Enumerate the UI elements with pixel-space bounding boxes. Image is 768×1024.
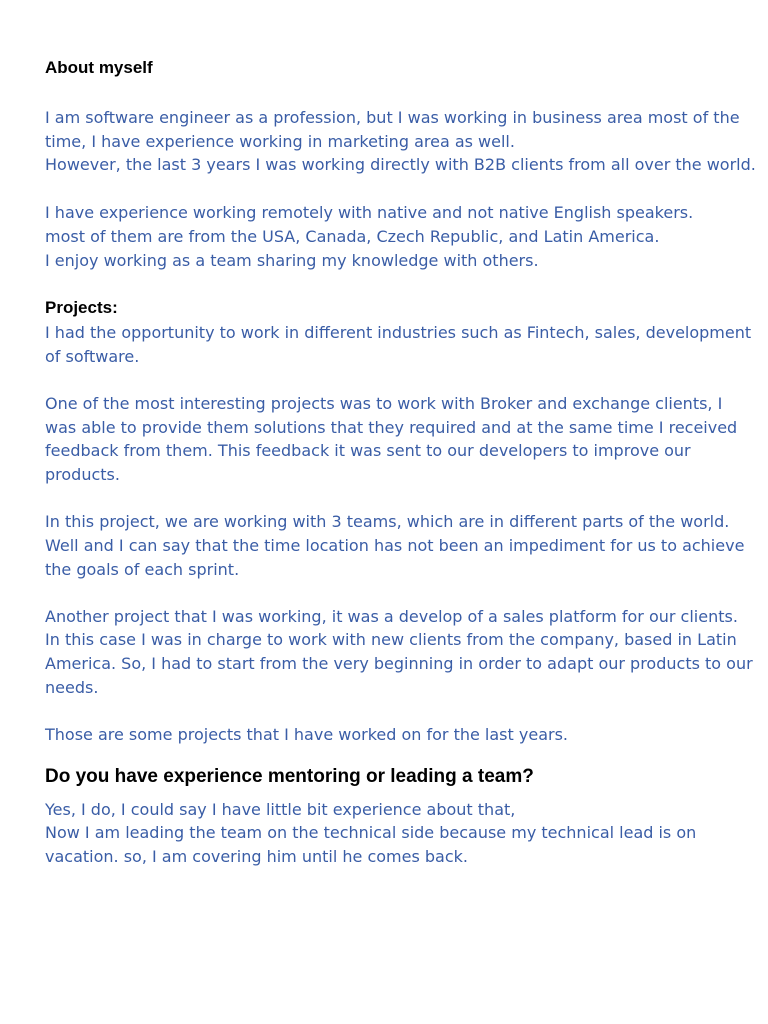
- paragraph-line: One of the most interesting projects was to work with Broker and exchange clients, I: [45, 394, 723, 413]
- section-heading-about: About myself: [45, 58, 153, 77]
- paragraph-line: I am software engineer as a profession, but I was working in business area most of the: [45, 108, 740, 127]
- section-heading-mentoring: Do you have experience mentoring or leading a team?: [45, 766, 534, 787]
- paragraph-line: of software.: [45, 347, 140, 366]
- paragraph-line: time, I have experience working in marketing area as well.: [45, 132, 515, 151]
- paragraph-line: needs.: [45, 678, 99, 697]
- paragraph-line: products.: [45, 465, 120, 484]
- paragraph-line: Another project that I was working, it was a develop of a sales platform for our clients.: [45, 607, 738, 626]
- paragraph-line: Those are some projects that I have worked on for the last years.: [45, 725, 568, 744]
- paragraph-line: America. So, I had to start from the very beginning in order to adapt our products to our: [45, 654, 753, 673]
- paragraph-line: I enjoy working as a team sharing my knowledge with others.: [45, 251, 539, 270]
- paragraph-line: Yes, I do, I could say I have little bit experience about that,: [45, 800, 516, 819]
- paragraph-line: I have experience working remotely with native and not native English speakers.: [45, 203, 694, 222]
- paragraph-line: vacation. so, I am covering him until he comes back.: [45, 847, 468, 866]
- paragraph-line: the goals of each sprint.: [45, 560, 240, 579]
- paragraph-line: was able to provide them solutions that they required and at the same time I received: [45, 418, 738, 437]
- paragraph-line: most of them are from the USA, Canada, Czech Republic, and Latin America.: [45, 227, 660, 246]
- section-heading-projects: Projects:: [45, 298, 118, 317]
- paragraph-line: feedback from them. This feedback it was sent to our developers to improve our: [45, 441, 691, 460]
- paragraph-line: In this project, we are working with 3 teams, which are in different parts of the world.: [45, 512, 730, 531]
- paragraph-line: In this case I was in charge to work with new clients from the company, based in Latin: [45, 630, 737, 649]
- paragraph-line: Now I am leading the team on the technical side because my technical lead is on: [45, 823, 697, 842]
- paragraph-line: I had the opportunity to work in different industries such as Fintech, sales, development: [45, 323, 752, 342]
- paragraph-line: However, the last 3 years I was working directly with B2B clients from all over the world.: [45, 155, 756, 174]
- paragraph-line: Well and I can say that the time location has not been an impediment for us to achieve: [45, 536, 745, 555]
